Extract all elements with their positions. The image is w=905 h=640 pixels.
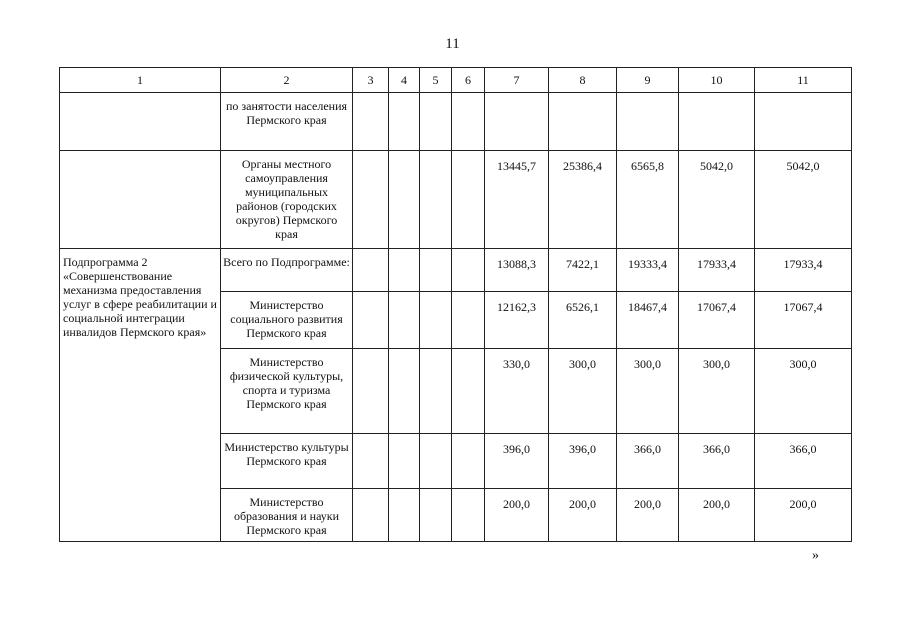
value-cell: 366,0 xyxy=(617,434,679,489)
value-cell: 396,0 xyxy=(485,434,549,489)
value-cell: 13445,7 xyxy=(485,151,549,249)
value-cell: 200,0 xyxy=(679,489,755,542)
program-cell xyxy=(60,151,221,249)
value-cell: 300,0 xyxy=(755,349,852,434)
value-cell: 200,0 xyxy=(755,489,852,542)
value-cell xyxy=(617,93,679,151)
value-cell xyxy=(420,489,452,542)
executor-cell: Министерство образования и науки Пермского края xyxy=(221,489,353,542)
value-cell: 330,0 xyxy=(485,349,549,434)
value-cell: 12162,3 xyxy=(485,292,549,349)
executor-cell: Органы местного самоуправления муниципальных районов (городских округов) Пермского края xyxy=(221,151,353,249)
value-cell xyxy=(452,489,485,542)
value-cell xyxy=(420,249,452,292)
value-cell xyxy=(353,489,389,542)
budget-table xyxy=(59,67,852,542)
value-cell xyxy=(485,93,549,151)
value-cell xyxy=(389,434,420,489)
value-cell xyxy=(755,93,852,151)
header-cell: 1 xyxy=(60,68,221,93)
value-cell: 300,0 xyxy=(549,349,617,434)
closing-quote: » xyxy=(812,548,819,563)
program-cell xyxy=(60,93,221,151)
value-cell: 18467,4 xyxy=(617,292,679,349)
value-cell xyxy=(420,349,452,434)
value-cell xyxy=(452,349,485,434)
header-cell: 10 xyxy=(679,68,755,93)
value-cell: 7422,1 xyxy=(549,249,617,292)
value-cell: 17933,4 xyxy=(755,249,852,292)
table-row xyxy=(60,93,852,151)
header-cell: 2 xyxy=(221,68,353,93)
value-cell xyxy=(452,249,485,292)
value-cell xyxy=(353,292,389,349)
value-cell xyxy=(389,249,420,292)
value-cell: 200,0 xyxy=(617,489,679,542)
value-cell: 13088,3 xyxy=(485,249,549,292)
executor-cell: Министерство физической культуры, спорта и туризма Пермского края xyxy=(221,349,353,434)
executor-cell: по занятости населения Пермского края xyxy=(221,93,353,151)
value-cell xyxy=(389,151,420,249)
value-cell xyxy=(549,93,617,151)
header-cell: 7 xyxy=(485,68,549,93)
value-cell: 300,0 xyxy=(679,349,755,434)
header-cell: 5 xyxy=(420,68,452,93)
value-cell: 5042,0 xyxy=(679,151,755,249)
value-cell: 366,0 xyxy=(679,434,755,489)
value-cell xyxy=(452,93,485,151)
header-row xyxy=(60,68,852,93)
table-row xyxy=(60,151,852,249)
value-cell: 17933,4 xyxy=(679,249,755,292)
value-cell xyxy=(389,489,420,542)
value-cell: 19333,4 xyxy=(617,249,679,292)
value-cell xyxy=(452,434,485,489)
value-cell xyxy=(420,434,452,489)
header-cell: 6 xyxy=(452,68,485,93)
value-cell xyxy=(420,93,452,151)
value-cell xyxy=(389,349,420,434)
value-cell xyxy=(353,249,389,292)
value-cell xyxy=(452,292,485,349)
executor-cell: Всего по Подпрограмме: xyxy=(221,249,353,292)
value-cell: 6526,1 xyxy=(549,292,617,349)
executor-cell: Министерство культуры Пермского края xyxy=(221,434,353,489)
value-cell: 17067,4 xyxy=(755,292,852,349)
header-cell: 3 xyxy=(353,68,389,93)
value-cell: 200,0 xyxy=(549,489,617,542)
header-cell: 11 xyxy=(755,68,852,93)
value-cell: 200,0 xyxy=(485,489,549,542)
executor-cell: Министерство социального развития Пермского края xyxy=(221,292,353,349)
value-cell: 5042,0 xyxy=(755,151,852,249)
value-cell xyxy=(353,151,389,249)
value-cell: 300,0 xyxy=(617,349,679,434)
subprogram-cell: Подпрограмма 2 «Совершенствование механизма предоставления услуг в сфере реабилитации и социальной интеграции инвалидов Пермского края» xyxy=(60,249,221,542)
value-cell: 396,0 xyxy=(549,434,617,489)
header-cell: 8 xyxy=(549,68,617,93)
value-cell xyxy=(679,93,755,151)
value-cell xyxy=(420,292,452,349)
value-cell xyxy=(353,434,389,489)
value-cell: 366,0 xyxy=(755,434,852,489)
value-cell xyxy=(389,292,420,349)
value-cell xyxy=(420,151,452,249)
header-cell: 9 xyxy=(617,68,679,93)
value-cell: 17067,4 xyxy=(679,292,755,349)
value-cell: 25386,4 xyxy=(549,151,617,249)
value-cell xyxy=(389,93,420,151)
value-cell xyxy=(353,93,389,151)
value-cell xyxy=(353,349,389,434)
header-cell: 4 xyxy=(389,68,420,93)
value-cell: 6565,8 xyxy=(617,151,679,249)
page-number: 11 xyxy=(445,36,460,52)
value-cell xyxy=(452,151,485,249)
table-row xyxy=(60,249,852,292)
